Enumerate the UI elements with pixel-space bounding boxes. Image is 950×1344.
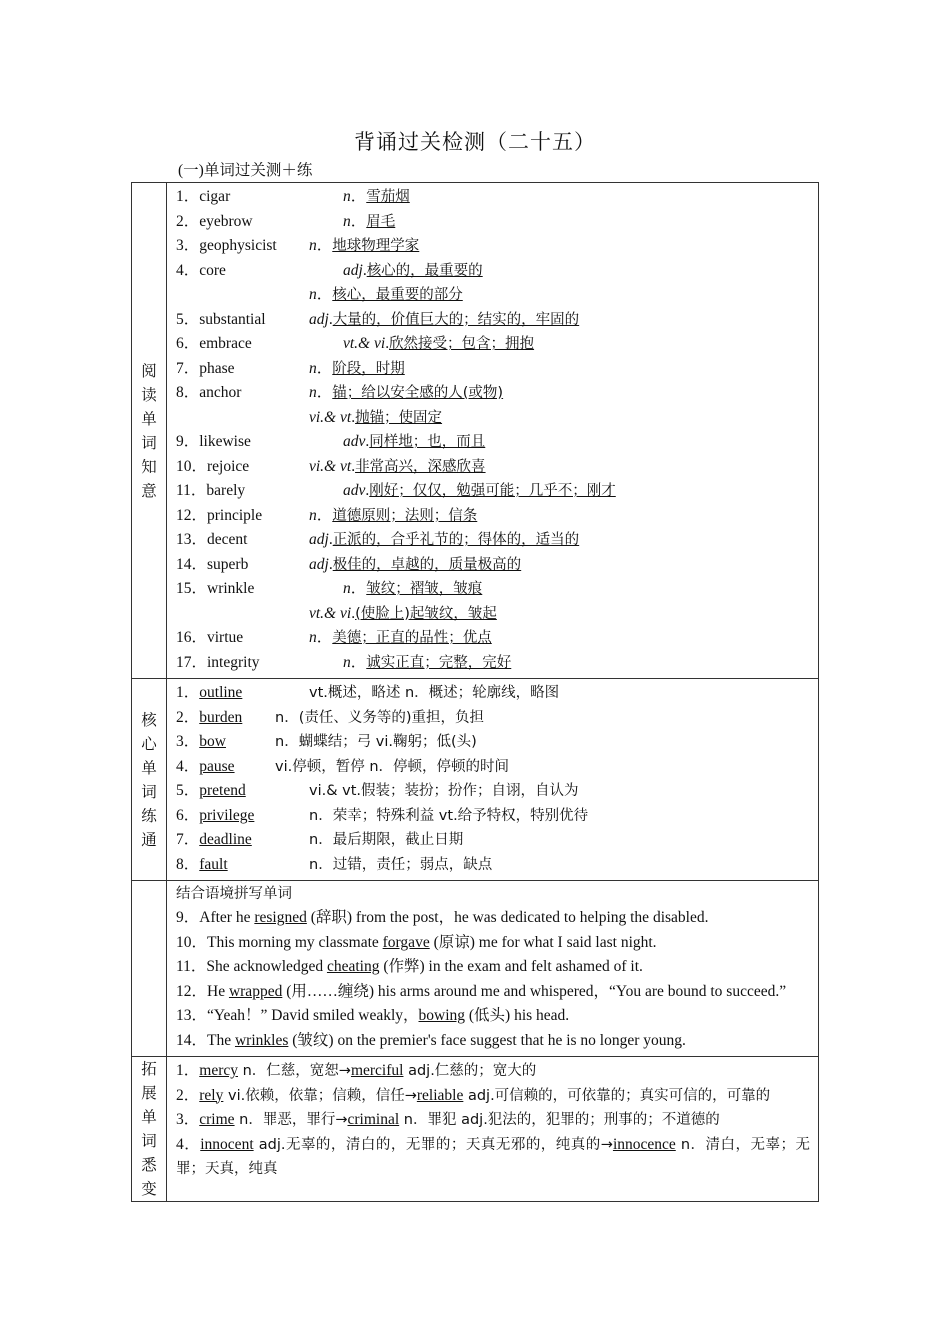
pos-separator: ． [316,384,333,401]
item-number: 8． [176,855,200,873]
vocab-word: 8．anchor [176,384,242,401]
part-of-speech: n [343,188,351,205]
item-number: 2． [176,708,200,726]
core-definition: n．荣幸；特殊利益 vt.给予特权，特别优待 [309,807,589,824]
vocab-definition [309,504,477,529]
item-number: 1． [176,1062,200,1079]
item-number: 3． [176,733,200,750]
vocab-row [176,234,810,259]
pos-separator: . [351,604,356,622]
base-word: innocent [200,1135,254,1153]
answer-word: burden [199,708,243,726]
vocab-definition [309,455,486,480]
core-word [176,730,226,755]
vocab-row [176,577,810,602]
vocab-word: 7．phase [176,359,235,377]
sentence-end: (皱纹) on the premier's face suggest that he is no longer young. [288,1031,686,1049]
vocab-word: 6．embrace [176,335,252,352]
vocab-row [176,283,810,308]
pos-separator: ． [316,629,333,646]
context-sentence [176,906,810,931]
context-sentence [176,955,810,980]
meaning: 极佳的，卓越的，质量极高的 [332,556,522,573]
vocab-row [176,626,810,651]
sentence-start: 11．She acknowledged [176,958,327,975]
vocab-row [176,504,810,529]
item-number: 6． [176,806,200,824]
reading-section [132,183,819,679]
core-row [176,755,810,780]
item-number: 7． [176,831,200,848]
part-of-speech: adj [309,310,329,328]
vocab-definition [343,210,395,235]
vocab-row [176,381,810,406]
expand-section [132,1057,819,1202]
vocab-definition [343,185,410,210]
core-definition: n．过错，责任；弱点，缺点 [309,856,493,873]
sentence-start: 12．He [176,982,229,1000]
item-number: 2． [176,1086,200,1104]
pos-separator: . [351,457,356,475]
vocab-word: 11．barely [176,482,246,499]
pos-separator: . [365,482,370,499]
vocab-definition [343,651,511,676]
pos-separator: . [328,531,333,548]
part-of-speech: vi.& vt [309,457,352,475]
part-of-speech: n [309,286,317,303]
core-word [176,828,252,853]
vocab-row [176,528,810,553]
vocab-row [176,332,810,357]
meaning: 抛锚；使固定 [355,409,443,426]
answer-word: deadline [199,831,252,848]
item-number: 4． [176,757,200,775]
meaning: 核心的，最重要的 [366,262,483,279]
part-of-speech: n [309,237,317,254]
context-sentence [176,980,810,1005]
meaning: 同样地；也，而且 [369,434,486,450]
word-family-item [176,1059,810,1084]
core-row [176,853,810,878]
base-definition: adj.无辜的，清白的，无罪的；天真无邪的，纯真的→ [253,1136,613,1153]
sentence-end: (用……缠绕) his arms around me and whispered，“You are bound to succeed.” [282,982,787,1000]
context-spelling-list [167,881,819,1057]
derived-word: criminal [347,1111,400,1128]
vocab-definition [309,234,419,259]
core-row [176,730,810,755]
vocab-definition [309,283,463,308]
core-word-list [167,679,819,881]
vocab-word: 17．integrity [176,653,260,671]
vocab-row [176,479,810,504]
context-section [132,881,819,1057]
core-row [176,779,810,804]
vocab-definition [343,430,485,455]
vocab-word: 1．cigar [176,188,231,205]
expand-section-label: 拓 展 单 词 悉 变 [132,1057,167,1202]
meaning: 诚实正直；完整，完好 [366,654,512,671]
core-word [176,779,246,804]
vocab-word: 2．eyebrow [176,212,253,230]
sentence-end: (原谅) me for what I said last night. [429,933,657,951]
pos-separator: . [351,408,356,426]
derived-word: merciful [350,1062,404,1079]
core-word [176,755,235,780]
meaning: 欣然接受；包含；拥抱 [389,336,535,352]
pos-separator: . [385,335,390,352]
answer-word: pause [199,757,235,775]
word-family-item [176,1133,810,1182]
vocab-word: 14．superb [176,555,249,573]
core-definition: n．(责任、义务等的)重担，负担 [275,709,485,726]
answer-word: resigned [254,909,307,926]
vocab-row [176,651,810,676]
pos-separator: ． [350,580,367,597]
vocab-word: 15．wrinkle [176,580,255,597]
part-of-speech: adj [343,261,363,279]
vocab-row [176,406,810,431]
page-title: 背诵过关检测（二十五） [354,130,596,154]
base-definition: vi.依赖，依靠；信赖，信任→ [223,1087,417,1104]
vocab-row [176,210,810,235]
answer-word: wrinkles [234,1031,289,1049]
meaning: 眉毛 [366,213,396,230]
item-number: 3． [176,1111,200,1128]
core-word [176,706,242,731]
context-sentence [176,1029,810,1054]
vocab-definition [309,406,442,431]
core-definition: vt.概述，略述 n．概述；轮廓线，略图 [309,685,560,701]
answer-word: wrapped [228,982,283,1000]
vocab-row [176,455,810,480]
part-of-speech: n [309,629,317,646]
answer-word: forgave [382,933,430,951]
core-definition: n．蝴蝶结；弓 vi.鞠躬；低(头) [275,734,477,750]
base-definition: n．罪恶，罪行→ [234,1112,348,1128]
part-of-speech: n [309,384,317,401]
core-row [176,828,810,853]
expand-word-list [167,1057,819,1202]
derived-definition: adj.仁慈的；宽大的 [403,1063,537,1079]
core-word [176,681,242,706]
sentence-start: 14．The [176,1031,235,1049]
answer-word: privilege [199,806,255,824]
part-of-speech: adj [309,531,329,548]
core-section [132,679,819,881]
vocab-definition [309,357,405,382]
vocab-row [176,259,810,284]
vocab-word: 10．rejoice [176,457,250,475]
core-row [176,681,810,706]
vocab-word: 13．decent [176,531,248,548]
base-word: mercy [199,1062,238,1079]
pos-separator: . [365,433,370,450]
vocab-definition [309,602,497,627]
base-definition: n．仁慈，宽恕→ [238,1063,351,1079]
meaning: 非常高兴，深感欣喜 [355,458,486,475]
meaning: 皱纹；褶皱，皱痕 [366,581,483,597]
vocab-row [176,602,810,627]
derived-definition: adj.可信赖的，可依靠的；真实可信的，可靠的 [463,1087,771,1104]
pos-separator: ． [350,212,367,230]
base-word: rely [199,1086,224,1104]
pos-separator: ． [350,653,367,671]
sentence-end: (辞职) from the post，he was dedicated to helping the disabled. [306,909,709,926]
item-number: 5． [176,782,200,799]
item-number: 1． [176,684,200,701]
answer-word: outline [199,684,243,701]
core-section-label: 核 心 单 词 练 通 [132,679,167,881]
meaning: 正派的，合乎礼节的；得体的，适当的 [332,532,580,548]
answer-word: pretend [199,782,246,799]
meaning: 刚好；仅仅，勉强可能；几乎不；刚才 [369,483,616,499]
part-of-speech: n [343,212,351,230]
part-of-speech: adv [343,433,366,450]
core-definition: vi.& vt.假装；装扮；扮作；自诩，自认为 [309,783,579,799]
sentence-start: 13．“Yeah！” David smiled weakly， [176,1007,419,1024]
pos-separator: ． [316,286,333,303]
answer-word: bowing [418,1007,466,1024]
sentence-start: 9．After he [176,909,255,926]
meaning: 阶段，时期 [332,360,405,377]
sentence-end: (作弊) in the exam and felt ashamed of it. [379,958,643,975]
meaning: 美德；正直的品性；优点 [332,630,492,646]
meaning: 道德原则；法则；信条 [332,507,478,524]
sentence-end: (低头) his head. [465,1007,570,1024]
vocab-definition [343,332,534,357]
vocab-word: 4．core [176,261,226,279]
derived-word: innocence [612,1135,676,1153]
pos-separator: ． [316,506,333,524]
part-of-speech: vt.& vi [309,604,352,622]
meaning: 锚；给以安全感的人(或物) [332,385,504,401]
part-of-speech: n [343,580,351,597]
part-of-speech: n [309,506,317,524]
derived-definition: n．罪犯 adj.犯法的，犯罪的；刑事的；不道德的 [399,1112,720,1128]
vocab-definition [309,553,521,578]
pos-separator: ． [316,237,333,254]
core-row [176,804,810,829]
vocab-definition [343,479,616,504]
meaning: 大量的，价值巨大的；结实的，牢固的 [332,311,580,328]
pos-separator: ． [316,359,333,377]
vocabulary-table [131,182,819,1202]
vocab-row [176,553,810,578]
meaning: (使脸上)起皱纹，皱起 [355,605,497,622]
word-family-item [176,1108,810,1133]
vocab-definition [343,577,482,602]
answer-word: fault [199,855,228,873]
pos-separator: . [362,261,367,279]
part-of-speech: n [343,653,351,671]
section-subtitle: (一)单词过关测＋练 [178,162,313,179]
vocab-row [176,308,810,333]
reading-word-list [167,183,819,679]
item-number: 4． [176,1135,201,1153]
meaning: 核心，最重要的部分 [332,287,463,303]
pos-separator: . [328,555,333,573]
vocab-definition [309,381,503,406]
vocab-definition [309,528,579,553]
reading-section-label: 阅 读 单 词 知 意 [132,183,167,679]
vocab-row [176,357,810,382]
vocab-row [176,185,810,210]
core-word [176,804,254,829]
vocab-word: 3．geophysicist [176,237,277,254]
part-of-speech: vt.& vi [343,335,386,352]
context-sentence [176,1004,810,1029]
vocab-word: 12．principle [176,506,263,524]
core-definition: vi.停顿，暂停 n．停顿，停顿的时间 [275,758,510,775]
core-word [176,853,228,878]
vocab-word: 9．likewise [176,433,251,450]
core-row [176,706,810,731]
context-section-label [132,881,167,1057]
meaning: 雪茄烟 [366,189,410,205]
meaning: 地球物理学家 [332,238,420,254]
part-of-speech: adj [309,555,329,573]
vocab-word: 5．substantial [176,310,266,328]
vocab-row [176,430,810,455]
base-word: crime [199,1111,235,1128]
part-of-speech: adv [343,482,366,499]
vocab-word: 16．virtue [176,629,244,646]
context-heading: 结合语境拼写单词 [176,886,292,902]
context-sentence [176,931,810,956]
vocab-definition [309,626,492,651]
part-of-speech: n [309,359,317,377]
core-definition: n．最后期限，截止日期 [309,832,464,848]
answer-word: bow [199,733,226,750]
derived-word: reliable [416,1086,464,1104]
vocab-definition [343,259,483,284]
answer-word: cheating [326,958,380,975]
sentence-start: 10．This morning my classmate [176,933,383,951]
part-of-speech: vi.& vt [309,408,352,426]
vocab-definition [309,308,579,333]
derived-definition: n．清白，无辜；无罪；天真，纯真 [176,1136,810,1177]
pos-separator: . [328,310,333,328]
word-family-item [176,1084,810,1109]
pos-separator: ． [350,188,367,205]
